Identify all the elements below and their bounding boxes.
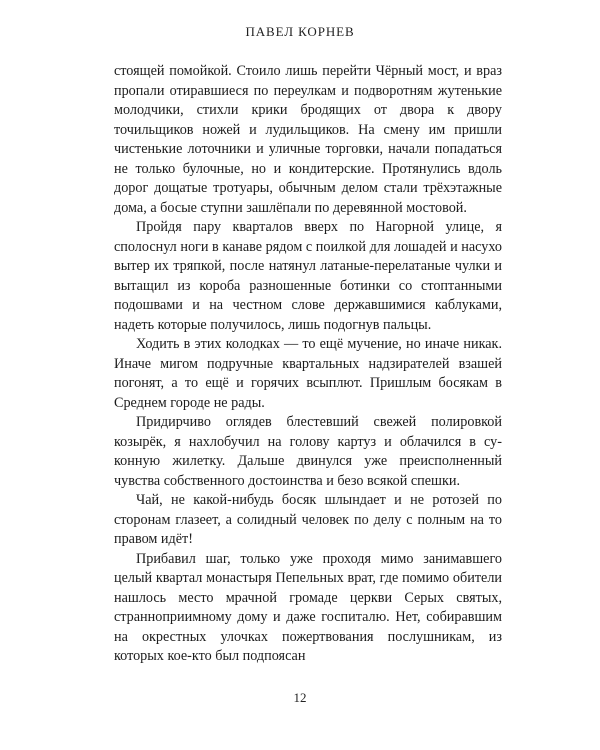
paragraph-5: Чай, не какой-нибудь босяк шлындает и не ротозей по сторонам глазеет, а солидный человек по делу с полным на то правом идёт!: [114, 492, 502, 547]
paragraph-2: Пройдя пару кварталов вверх по Нагорной улице, я сполоснул ноги в канаве рядом с поилкой для лошадей и насухо вытер их тряпкой, после натянул латаные-перелатаные чулки и вытащил из короба разношенные ботинки со стоптанными подошвами и на честном слове державшимися каблуками, надеть которые получилось, лишь подогнув пальцы.: [114, 219, 502, 333]
paragraph-1: стоящей помойкой. Стоило лишь перейти Чёрный мост, и враз пропали отиравшиеся по переулкам и подворотням жутенькие молодчики, стихли крики бродящих от двора к двору точильщиков ножей и лудильщиков. На смену им пришли чистенькие лоточники и уличные торговки, начали попадаться не только булочные, но и кондитерские. Протянулись вдоль дорог дощатые тротуары, обычным делом стали трёхэтажные дома, а босые ступни зашлёпали по деревянной мостовой.: [114, 63, 502, 216]
paragraph-3: Ходить в этих колодках — то ещё мучение, но иначе никак. Иначе мигом подручные квартальных надзирателей взашей погонят, а то ещё и горячих всыплют. Пришлым босякам в Среднем городе не рады.: [114, 336, 502, 411]
body-text: [114, 62, 502, 667]
running-header-author: ПАВЕЛ КОРНЕВ: [245, 24, 355, 39]
paragraph-4: Придирчиво оглядев блестевший свежей полировкой козырёк, я нахлобучил на голову картуз и облачился в суконную жилетку. Дальше двинулся уже преисполненный чувства собственного достоинства и безо всякой спешки.: [114, 414, 502, 489]
paragraph-6: Прибавил шаг, только уже проходя мимо занимавшего целый квартал монастыря Пепельных врат, где помимо обители нашлось место мрачной громаде церкви Серых святых, странноприимному дому и даже госпиталю. Нет, собиравшим на окрестных улочках пожертвования послушникам, из которых кое-кто был подпоясан: [114, 550, 502, 664]
page-number: 12: [293, 690, 307, 705]
